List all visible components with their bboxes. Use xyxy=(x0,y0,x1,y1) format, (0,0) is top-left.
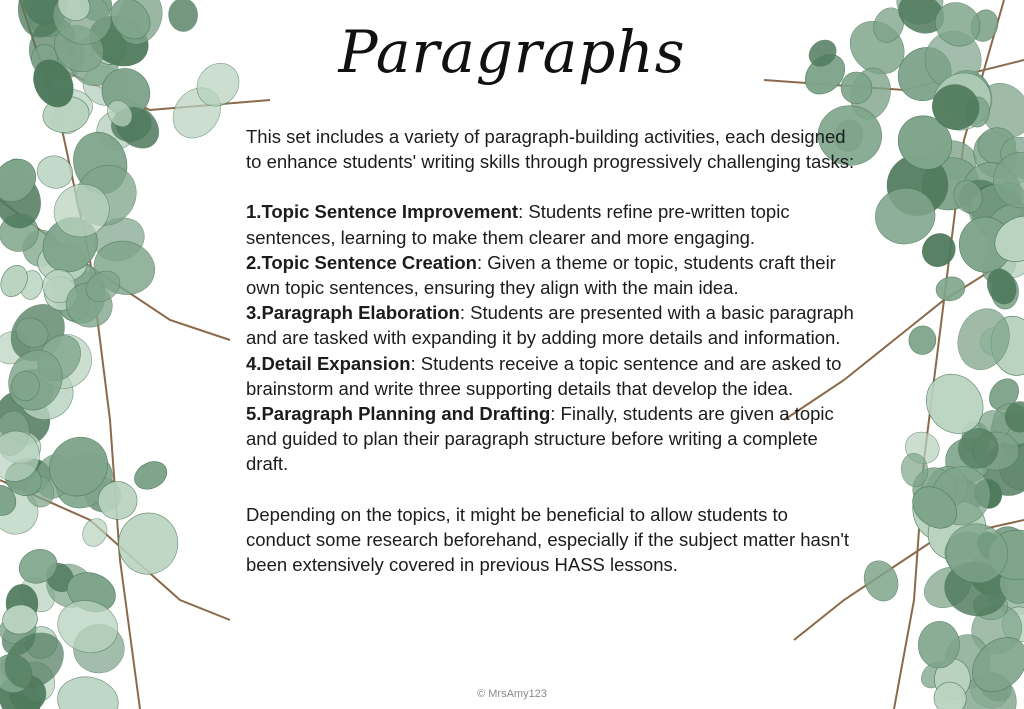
eucalyptus-leaf xyxy=(78,515,111,551)
activity-description: : Students receive a topic sentence and are asked to brainstorm and write three supporting details that develop the idea. xyxy=(246,352,842,399)
eucalyptus-leaf xyxy=(859,556,904,606)
activity-description: : Given a theme or topic, students craft their own topic sentences, ensuring they align with the main idea. xyxy=(246,251,836,299)
activity-description: : Finally, students are given a topic and guided to plan their paragraph structure before writing a complete draft. xyxy=(246,403,834,475)
activity-description: : Students refine pre-written topic sentences, learning to make them clearer and more engaging. xyxy=(246,201,790,248)
body-text xyxy=(246,124,856,577)
activity-number: 3. xyxy=(246,302,262,324)
eucalyptus-leaf xyxy=(33,152,76,193)
activity-item-3 xyxy=(246,300,856,350)
activity-description: : Students are presented with a basic paragraph and are tasked with expanding it by adding more details and information. xyxy=(246,302,854,349)
activity-item-1 xyxy=(246,199,856,249)
eucalyptus-leaf xyxy=(907,324,938,356)
activity-item-4 xyxy=(246,351,856,401)
activity-term: Topic Sentence Improvement xyxy=(261,201,519,223)
activity-term: Paragraph Planning and Drafting xyxy=(261,403,551,425)
eucalyptus-leaf xyxy=(934,275,967,303)
intro-paragraph: This set includes a variety of paragraph-building activities, each designed to enhance students' writing skills through progressively challenging tasks: xyxy=(246,126,855,173)
activity-number: 2. xyxy=(246,251,262,273)
eucalyptus-leaf xyxy=(114,509,182,579)
eucalyptus-leaf xyxy=(130,456,172,494)
activity-number: 1. xyxy=(246,201,262,223)
activity-item-2 xyxy=(246,250,856,300)
activity-term: Detail Expansion xyxy=(261,352,411,374)
closing-paragraph: Depending on the topics, it might be beneficial to allow students to conduct some research beforehand, especially if the subject matter hasn't been extensively covered in previous HASS lessons. xyxy=(246,503,850,576)
activity-number: 4. xyxy=(246,352,262,374)
page-title: Paragraphs xyxy=(338,18,686,86)
activity-term: Topic Sentence Creation xyxy=(261,251,477,273)
copyright-notice: © MrsAmy123 xyxy=(477,688,547,700)
activity-term: Paragraph Elaboration xyxy=(261,302,460,324)
activity-item-5 xyxy=(246,401,856,477)
activity-number: 5. xyxy=(246,403,262,425)
